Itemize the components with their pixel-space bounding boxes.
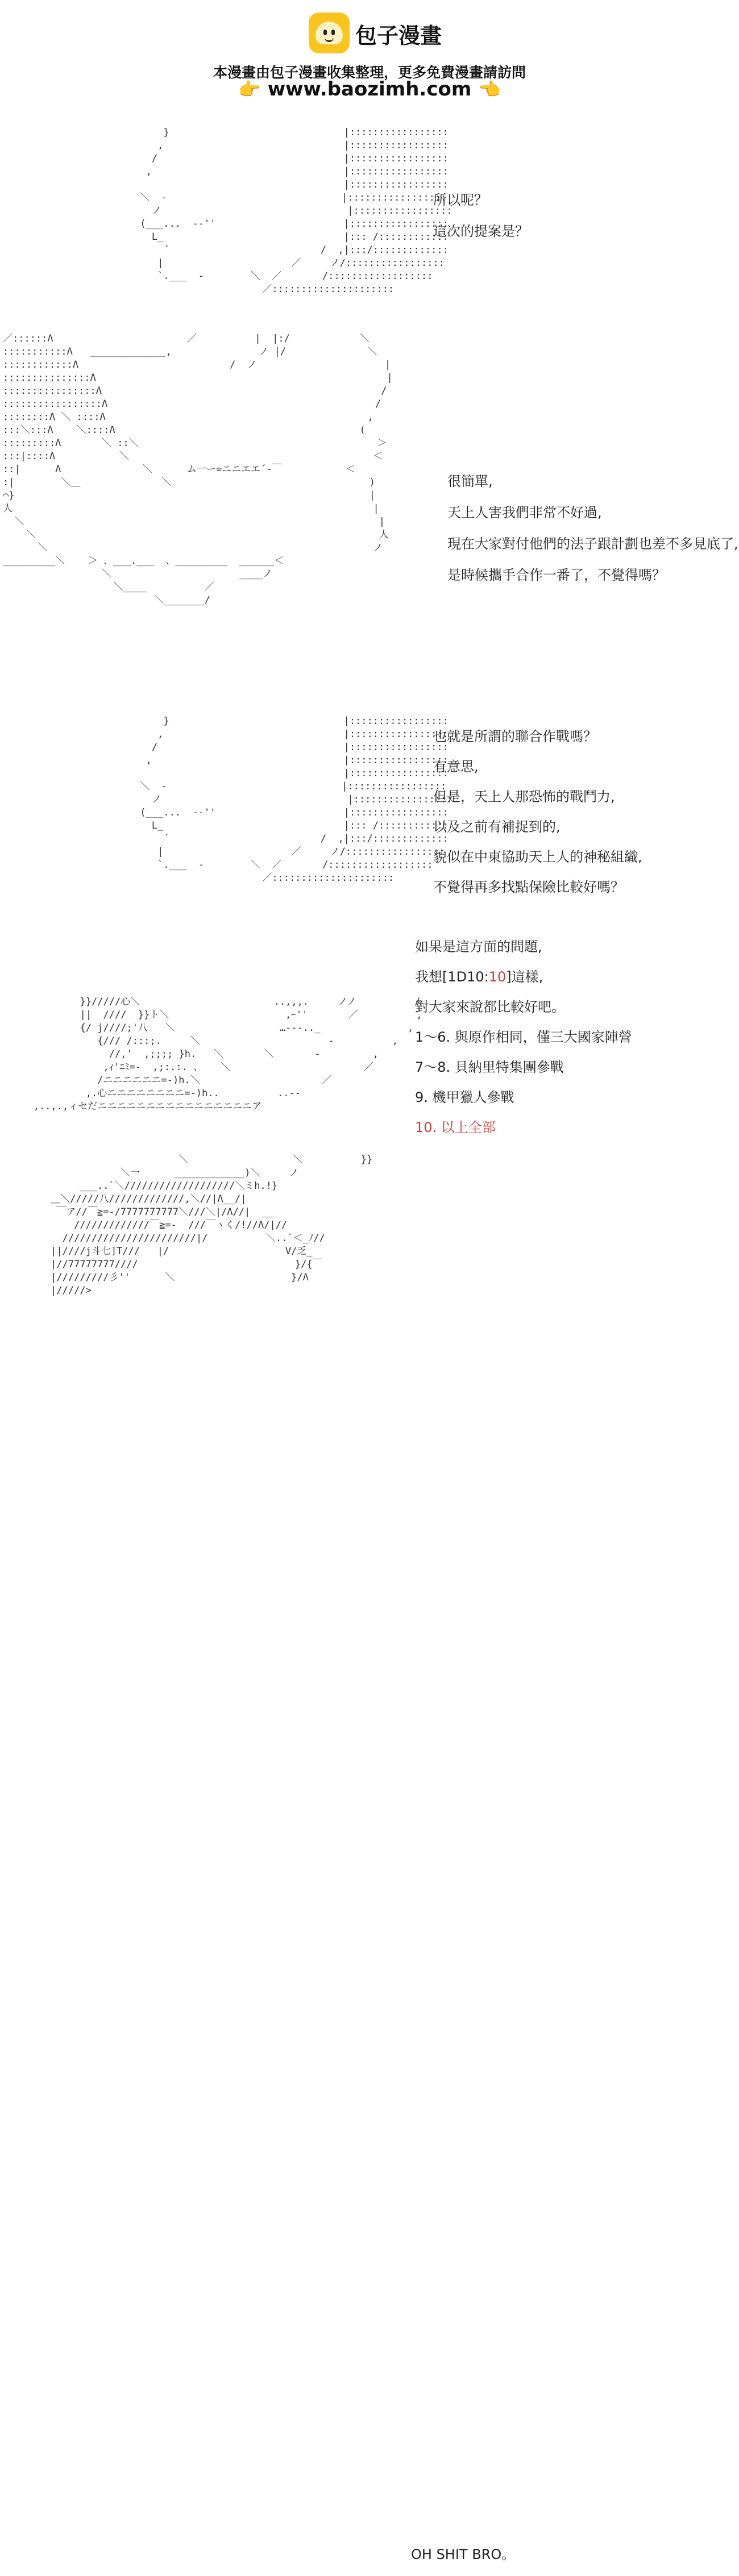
dialogue-panel-4 (415, 932, 632, 1143)
ascii-art-profile-1: } |::::::::::::::::: , |::::::::::::::::: / |::::::::::::::::: , |::::::::::::::::: |::::::::::::::::: ＼ - |::::::::::::::::: ノ |::::::::::::::::: (___... -‐'' |::::::::::::::::: L_ |::: /:::::::::::: ´ / ,|:::/::::::::::::: | ／ ノ/::::::::::::::::: `.___ - ＼ ／ /:::::::::::::::::: ／::::::::::::::::::::: (140, 127, 452, 295)
dialogue-line: 貌似在中東協助天上人的神秘組織, (433, 849, 642, 865)
dialogue-line: OH SHIT BRO。 (411, 2546, 516, 2562)
dialogue-line: 現在大家對付他們的法子跟計劃也差不多見底了, (447, 536, 738, 552)
dice-roll-result: 10 (488, 969, 506, 985)
baozi-logo-icon[interactable] (309, 13, 350, 53)
ascii-art-character-5: ＼ ＼ }} ＼一 ____________)＼ ノ ___..`＼///////////////////＼ミh.!} ＿＼/////八/////////////,＼//|Λ__/| ￣ア//￣≧=-/7777777777＼///＼|/Λ//| __ /////////////￣≧=- ///￣ヽく/!//Λ/|// ///////////////////////|/ ＼..`＜_ﾉ// ||////j斗七]T/// |/ V/乏_ |//77777777//// }/{￣ |/////////彡'' ＼ }/Λ |/////> OH SHIT BRO。 (22, 1154, 372, 1350)
site-notice: 本漫畫由包子漫畫收集整理，更多免費漫畫請訪問 (213, 64, 526, 81)
ascii-art-character-4: }}/////心＼ ..,,,. ノノ / || //// }}ト＼ ,ｰ'' ／ , {/ j////;'八 ＼ …---.._ , {/// /:::;. ＼ ‐ , //,' ,;;;; }h. ＼ ＼ ‐ , ,ｨ'ﾆﾐ=- ,;:.:. 、 ＼ ／ /ニニニニニニ=-)h.＼ ／ ,.心ニニニニニニニニ=-)h.. ..-‐ ,..,.,ィセだニニニニニニニニニニニニニニニニア (33, 996, 422, 1112)
option-item: 9. 機甲獵人參戰 (415, 1089, 514, 1105)
dialogue-line: 是時候攜手合作一番了，不覺得嗎？ (447, 567, 666, 583)
site-url-row[interactable] (0, 78, 739, 101)
dialogue-line: 以及之前有補捉到的, (433, 819, 561, 835)
dice-roll-prefix: 我想[1D10: (415, 969, 489, 985)
logo-mouth (325, 37, 334, 42)
ascii-art-profile-3: } |::::::::::::::::: , |::::::::::::::::: / |::::::::::::::::: , |::::::::::::::::: |::::::::::::::::: ＼ - |::::::::::::::::: ノ |::::::::::::::::: (___... -‐'' |::::::::::::::::: L_ |::: /:::::::::::: ´ / ,|:::/::::::::::::: | ／ ノ/::::::::::::::::: `.___ - ＼ ／ /:::::::::::::::::: ／::::::::::::::::::::: (140, 715, 452, 884)
dialogue-panel-3 (433, 722, 642, 902)
dialogue-line: 這次的提案是？ (433, 223, 529, 239)
dialogue-line: 但是，天上人那恐怖的戰鬥力, (433, 789, 615, 805)
dialogue-panel-2 (447, 466, 738, 591)
dialogue-line: 如果是這方面的問題, (415, 939, 542, 955)
selected-option: 10. 以上全部 (415, 1120, 496, 1135)
logo-text[interactable]: 包子漫畫 (355, 23, 442, 48)
dice-roll-line (415, 962, 632, 992)
dialogue-line: 很簡單, (447, 473, 493, 489)
site-url[interactable]: www.baozimh.com (267, 78, 472, 101)
dialogue-line: 不覺得再多找點保險比較好嗎？ (433, 879, 624, 895)
dice-roll-suffix: ]這樣, (506, 969, 543, 985)
ascii-art-character-2: ／::::::Λ ／ | |:/ ＼ :::::::::::Λ _____________, ノ |/ ＼ ::::::::::::Λ / ノ | :::::::::::::::Λ | ::::::::::::::::Λ / :::::::::::::::::Λ / ::::::::Λ ＼ ::::Λ , :::＼:::Λ ＼::::Λ ( :::::::::Λ ＼ ::＼ ＞ :::|::::Λ ＼ ＜ ::| Λ ＼ ム一ー=ニニエエ´‐￣ ＜ :| ＼＿ ＼ ) ⌒} | 人 | ＼ | ＼ 人 ＼ ノ _________＼ ＞ ．___.___ 、_________ ______＜ ＼ ____ノ ＼____ ／ ＼_______/ (3, 333, 393, 606)
option-item: 1～6. 與原作相同，僅三大國家陣營 (415, 1029, 632, 1045)
dialogue-line: 也就是所謂的聯合作戰嗎？ (433, 729, 597, 744)
logo-eye-left (323, 30, 327, 35)
dialogue-panel-5 (411, 2520, 515, 2576)
logo-eye-right (331, 30, 335, 35)
option-item: 7～8. 貝納里特集團參戰 (415, 1059, 564, 1075)
dialogue-panel-1 (433, 185, 529, 247)
pointing-right-icon: 👉 (238, 78, 261, 100)
dialogue-line: 天上人害我們非常不好過, (447, 505, 602, 521)
dialogue-line: 有意思, (433, 759, 479, 775)
dialogue-line: 所以呢？ (433, 192, 488, 208)
pointing-left-icon: 👈 (478, 78, 501, 100)
logo-face (315, 22, 343, 44)
site-header (0, 0, 739, 108)
dialogue-line: 對大家來說都比較好吧。 (415, 999, 565, 1015)
